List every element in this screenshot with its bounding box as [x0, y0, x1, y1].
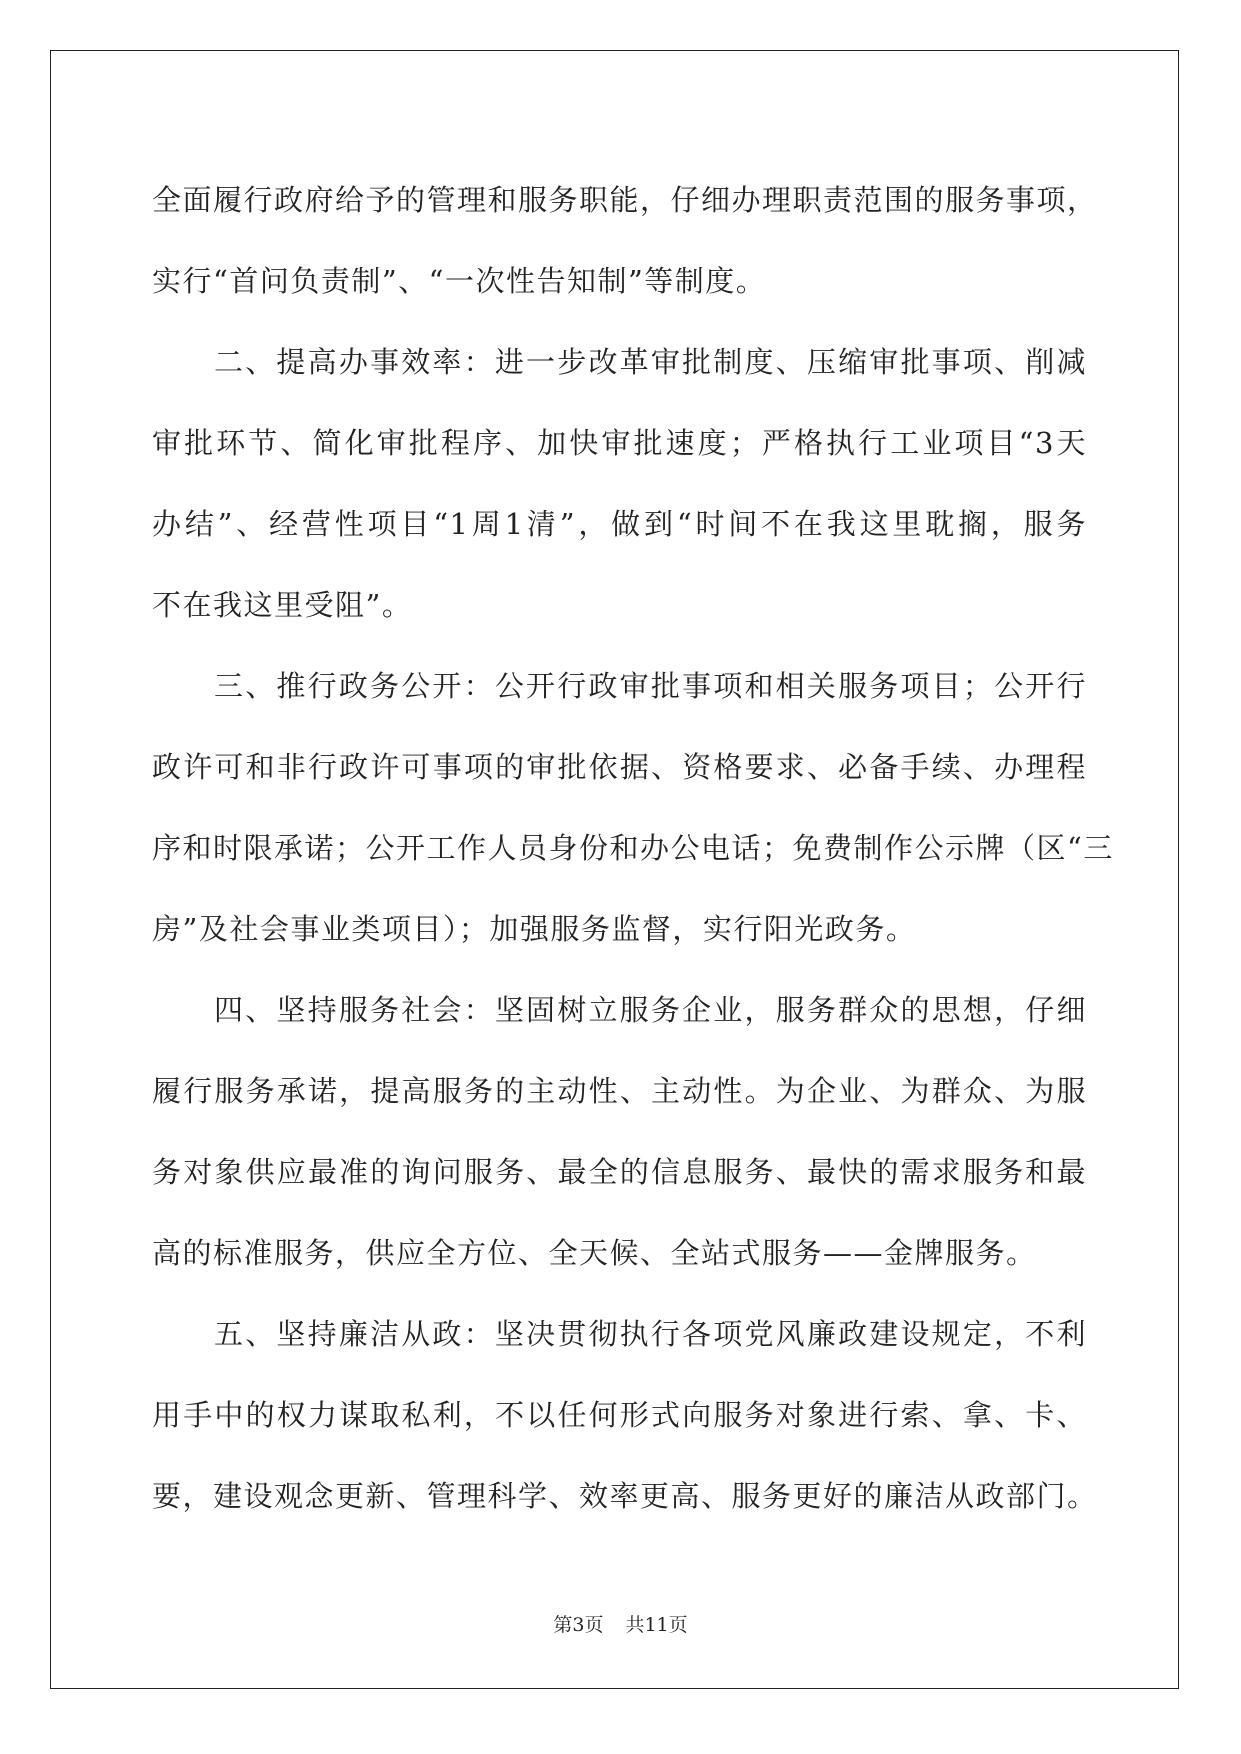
text-line: 高的标准服务，供应全方位、全天候、全站式服务——金牌服务。 — [152, 1236, 1037, 1270]
text-line: 要，建设观念更新、管理科学、效率更高、服务更好的廉洁从政部门。 — [152, 1479, 1098, 1513]
text-line: 政许可和非行政许可事项的审批依据、资格要求、必备手续、办理程 — [152, 750, 1087, 784]
text-line: 实行“首问负责制”、“一次性告知制”等制度。 — [152, 264, 767, 298]
text-line: 办结”、经营性项目“1周1清”，做到“时间不在我这里耽搁，服务 — [152, 507, 1087, 541]
text-line: 全面履行政府给予的管理和服务职能，仔细办理职责范围的服务事项， — [152, 183, 1098, 217]
text-line: 序和时限承诺；公开工作人员身份和办公电话；免费制作公示牌（区“三 — [152, 831, 1114, 865]
text-line: 用手中的权力谋取私利，不以任何形式向服务对象进行索、拿、卡、 — [152, 1398, 1087, 1432]
page-number-total: 共11页 — [625, 1614, 688, 1636]
text-line: 五、坚持廉洁从政：坚决贯彻执行各项党风廉政建设规定，不利 — [214, 1317, 1087, 1351]
text-line: 三、推行政务公开：公开行政审批事项和相关服务项目；公开行 — [214, 669, 1087, 703]
text-line: 不在我这里受阻”。 — [152, 588, 413, 622]
document-body — [152, 160, 1114, 1537]
text-line: 二、提高办事效率：进一步改革审批制度、压缩审批事项、削减 — [214, 345, 1087, 379]
text-line: 审批环节、简化审批程序、加快审批速度；严格执行工业项目“3天 — [152, 426, 1087, 460]
text-line: 务对象供应最准的询问服务、最全的信息服务、最快的需求服务和最 — [152, 1155, 1087, 1189]
text-line: 四、坚持服务社会：坚固树立服务企业，服务群众的思想，仔细 — [214, 993, 1087, 1027]
text-line: 房”及社会事业类项目）；加强服务监督，实行阳光政务。 — [152, 912, 917, 946]
text-line: 履行服务承诺，提高服务的主动性、主动性。为企业、为群众、为服 — [152, 1074, 1087, 1108]
page-number-current: 第3页 — [553, 1614, 604, 1636]
page-footer — [0, 1610, 1241, 1637]
